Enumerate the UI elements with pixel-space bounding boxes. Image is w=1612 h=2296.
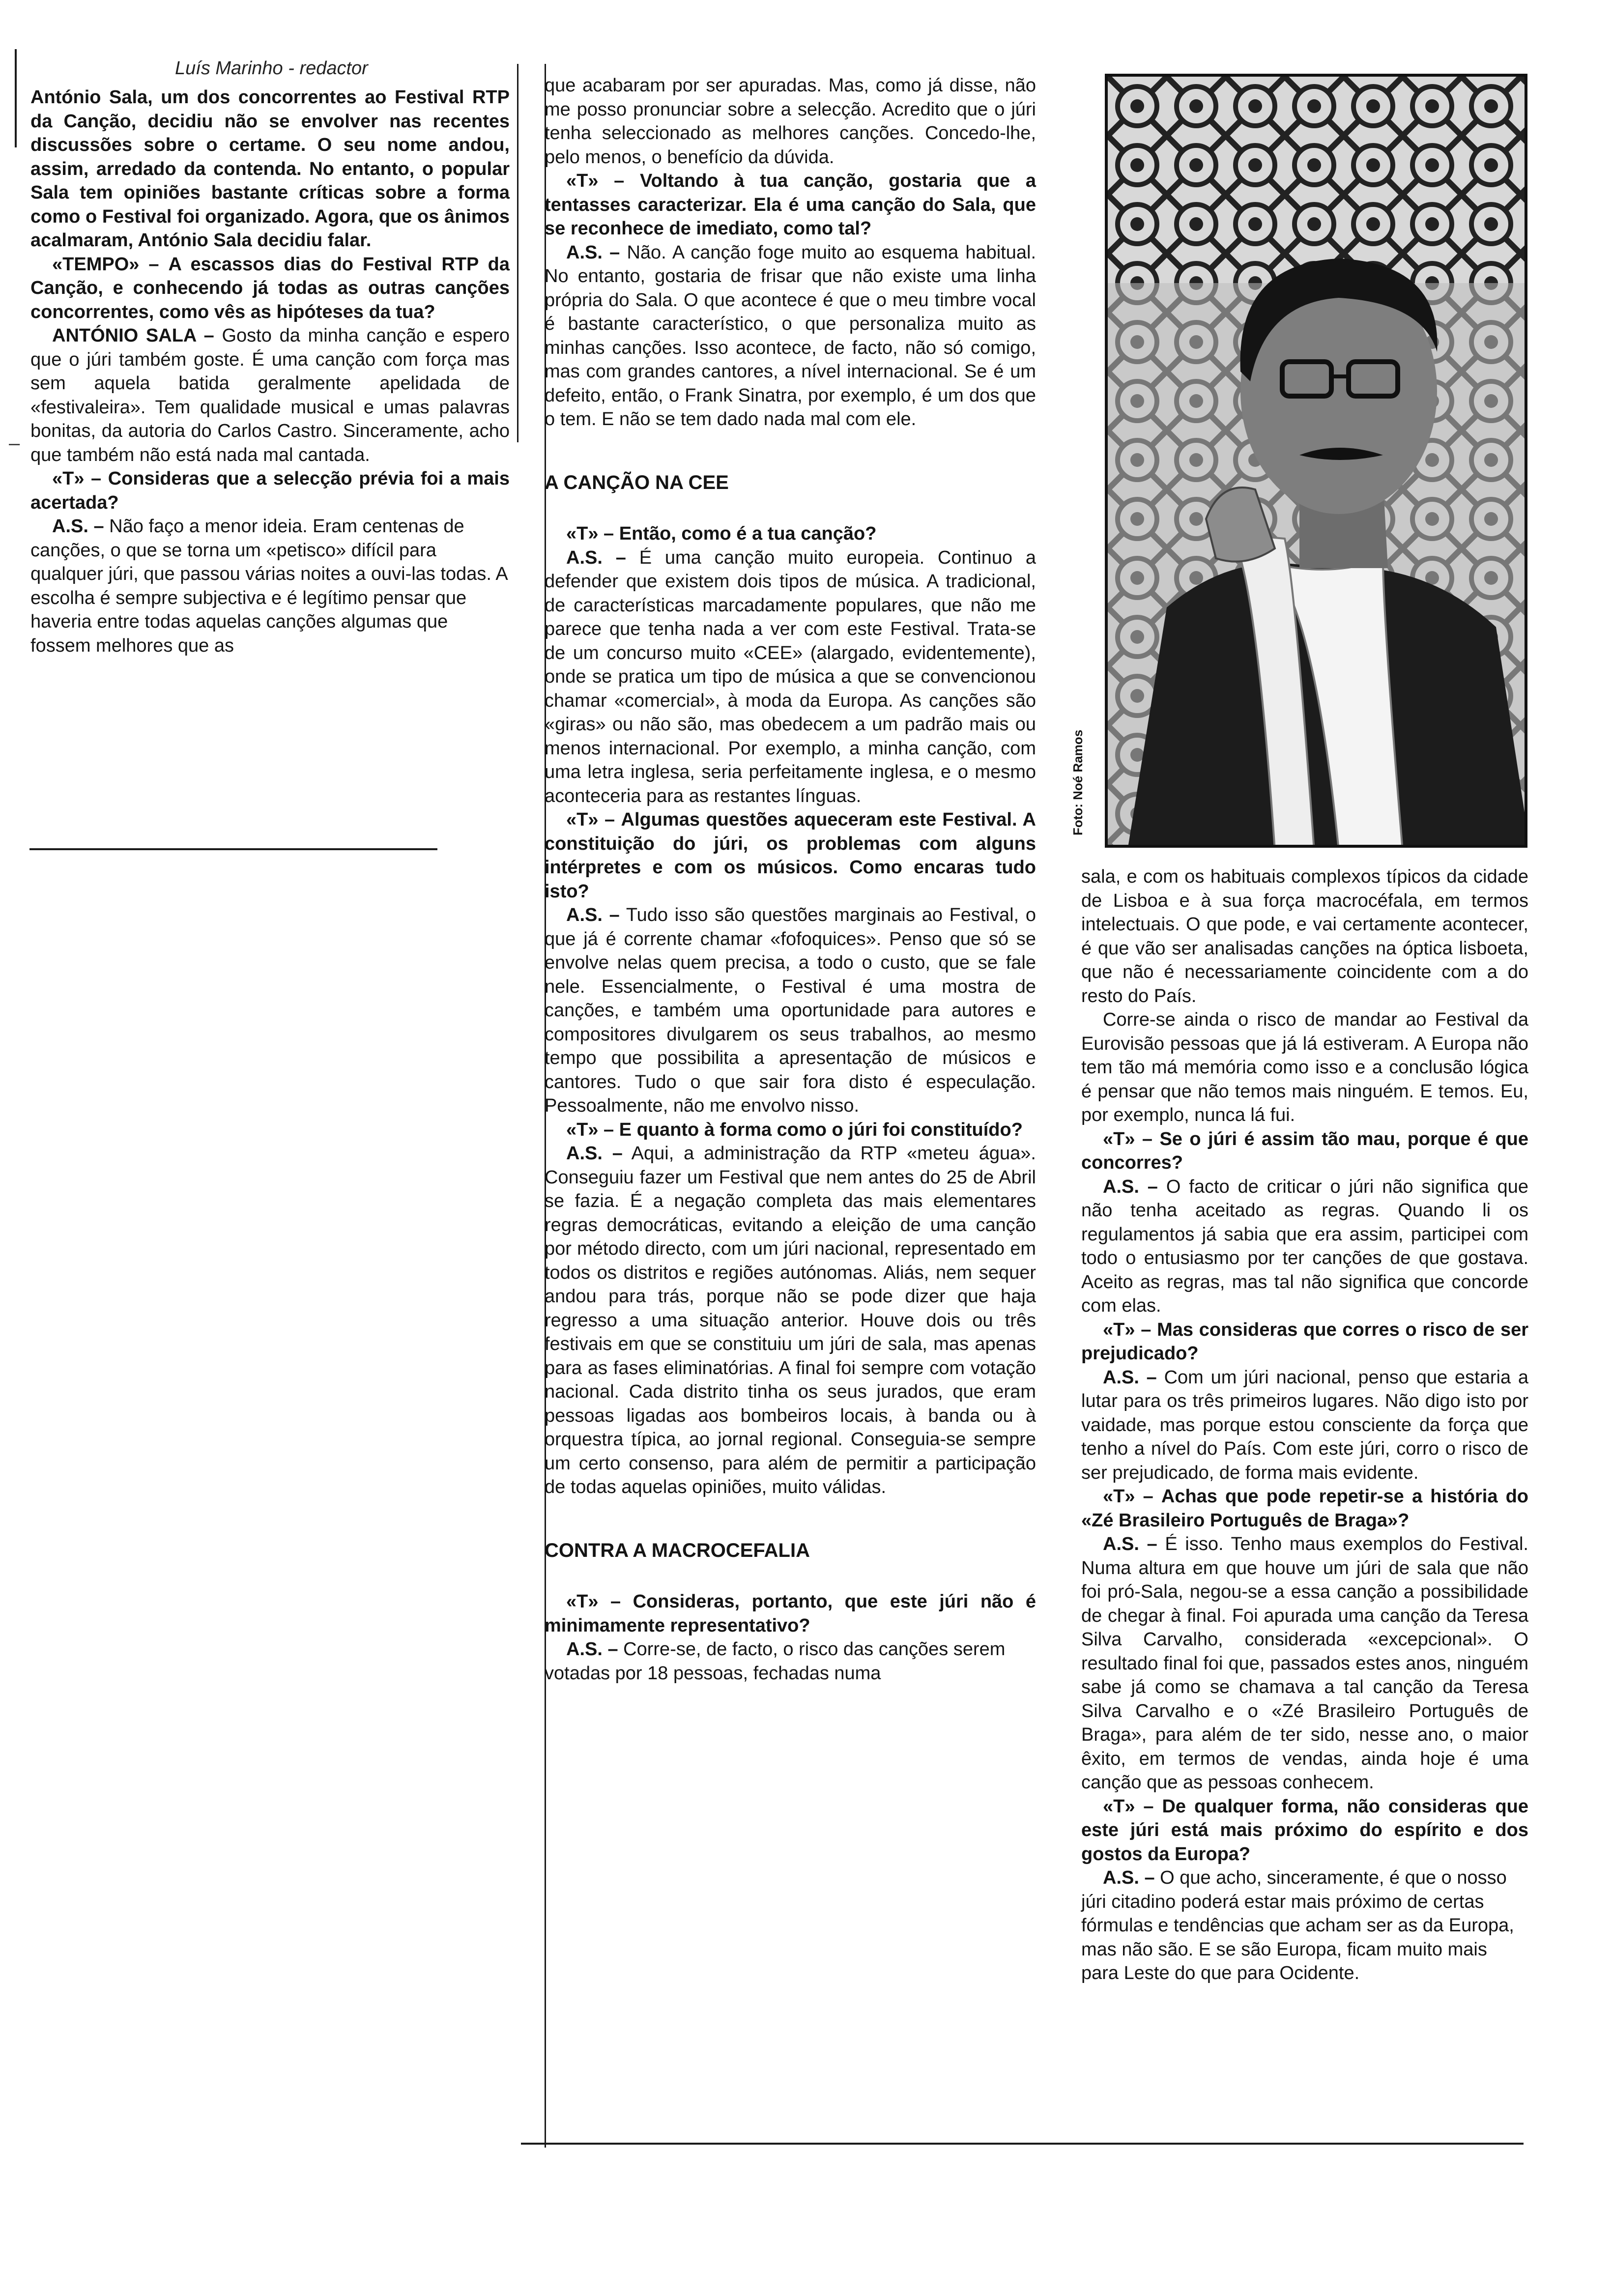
answer-6: Aqui, a administração da RTP «meteu água». Conseguiu fazer um Festival que nem antes do 25 de Abril se fazia. É a negação completa das mais elementares regras democráticas, evitando a eleição de uma canção por método directo, com um júri nacional, representado em todos os distritos e regiões autónomas. Aliás, nem sequer andou para trás, porque não se pode dizer que haja regresso a uma situação anterior. Houve dois ou três festivais em que se constituiu um júri de sala, mas apenas para as fases eliminatórias. A final foi sempre com votação nacional. Cada distrito tinha os seus jurados, que eram pessoas ligadas aos bombeiros locais, à banda ou à orquestra típica, ao jornal regional. Conseguia-se sempre um certo consenso, para além de permitir a participação de todas aquelas opiniões, muito válidas. — [545, 1143, 1036, 1497]
column-3 — [1081, 865, 1528, 1985]
photo-credit: Foto: Noé Ramos — [1070, 729, 1085, 835]
answer-9: Com um júri nacional, penso que estaria a lutar para os três primeiros lugares. Não digo isto por vaidade, mas porque estou consciente da força que tenho a nível do País. Com este júri, corro o risco de ser prejudicado, de forma mais evidente. — [1081, 1367, 1528, 1483]
portrait-illustration — [1108, 77, 1527, 848]
column-2 — [545, 74, 1036, 1685]
answer-3: Não. A canção foge muito ao esquema habitual. No entanto, gostaria de frisar que não existe uma linha própria do Sala. O que acontece é que o meu timbre vocal é bastante característico, o que personaliza muito as minhas canções. Isso acontece, de facto, não só comigo, mas com grandes cantores, a nível internacional. Se é um defeito, então, o Frank Sinatra, por exemplo, é um dos que o tem. E não se tem dado nada mal com ele. — [545, 242, 1036, 430]
answer-5-speaker: A.S. – — [566, 905, 620, 925]
answer-2-continued: que acabaram por ser apuradas. Mas, como já disse, não me posso pronunciar sobre a selecção. Acredito que o júri tenha seleccionado as melhores canções. Concedo-lhe, pelo menos, o benefício da dúvida. — [545, 75, 1036, 168]
question-4: Então, como é a tua canção? — [619, 523, 877, 544]
question-6-speaker: «T» – — [566, 1119, 614, 1140]
question-5: Algumas questões aqueceram este Festival. A constituição do júri, os problemas com alguns intérpretes e com os músicos. Como encaras tudo isto? — [545, 809, 1036, 902]
question-6: E quanto à forma como o júri foi constituído? — [619, 1119, 1023, 1140]
section-heading-cee: A CANÇÃO NA CEE — [545, 471, 729, 493]
answer-11-speaker: A.S. – — [1103, 1867, 1155, 1888]
answer-8-speaker: A.S. – — [1103, 1176, 1158, 1197]
question-2: Consideras que a selecção prévia foi a mais acertada? — [30, 468, 510, 513]
question-11-speaker: «T» – — [1103, 1796, 1154, 1817]
answer-4-speaker: A.S. – — [566, 547, 626, 568]
answer-1: Gosto da minha canção e espero que o júri também goste. É uma canção com força mas sem aquela batida geralmente apelidada de «festivaleira». Tem qualidade musical e umas palavras bonitas, da autoria do Carlos Castro. Sinceramente, acho que também não está nada mal cantada. — [30, 325, 510, 465]
answer-7-speaker: A.S. – — [566, 1639, 618, 1660]
question-3: Voltando à tua canção, gostaria que a tentasses caracterizar. Ela é uma canção do Sala, que se reconhece de imediato, como tal? — [545, 171, 1036, 239]
col2-bottom-rule — [521, 2143, 1524, 2145]
question-9-speaker: «T» – — [1103, 1319, 1151, 1340]
answer-2: Não faço a menor ideia. Eram centenas de canções, o que se torna um «petisco» difícil para qualquer júri, que passou várias noites a ouvi-las todas. A escolha é sempre subjectiva e é legítimo pensar que haveria entre todas aquelas canções algumas que fossem melhores que as — [30, 516, 507, 656]
answer-6-speaker: A.S. – — [566, 1143, 623, 1164]
section-heading-macrocefalia: CONTRA A MACROCEFALIA — [545, 1539, 810, 1561]
question-8: Se o júri é assim tão mau, porque é que concorres? — [1081, 1128, 1529, 1173]
question-7: Consideras, portanto, que este júri não é minimamente representativo? — [545, 1591, 1036, 1636]
left-margin-rule — [15, 49, 17, 147]
question-10-speaker: «T» – — [1103, 1486, 1153, 1507]
byline: Luís Marinho - redactor — [175, 58, 368, 79]
question-10: Achas que pode repetir-se a história do «Zé Brasileiro Português de Braga»? — [1081, 1486, 1528, 1531]
answer-7-continued: sala, e com os habituais complexos típicos da cidade de Lisboa e à sua força macrocéfala, em termos intelectuais. O que pode, e vai certamente acontecer, é que vão ser analisadas canções na óptica lisboeta, que não é necessariamente coincidente com a do resto do País. — [1081, 866, 1528, 1006]
question-2-speaker: «T» – — [52, 468, 102, 489]
answer-2-speaker: A.S. – — [52, 516, 104, 537]
question-5-speaker: «T» – — [566, 809, 615, 830]
question-9: Mas consideras que corres o risco de ser prejudicado? — [1081, 1319, 1529, 1364]
answer-4: É uma canção muito europeia. Continuo a defender que existem dois tipos de música. A tradicional, de características marcadamente populares, que não me parece que tenha nada a ver com este Festival. Trata-se de um concurso muito «CEE» (alargado, evidentemente), onde se pratica um tipo de música a que se convencionou chamar «comercial», à moda da Europa. As canções são «giras» ou não são, mas obedecem a um padrão mais ou menos internacional. Por exemplo, a minha canção, com uma letra inglesa, seria perfeitamente inglesa, e o mesmo aconteceria para as restantes línguas. — [545, 547, 1036, 806]
answer-3-speaker: A.S. – — [566, 242, 620, 263]
answer-11: O que acho, sinceramente, é que o nosso júri citadino poderá estar mais próximo de certas fórmulas e tendências que acham ser as da Europa, mas não são. E se são Europa, ficam muito mais para Leste do que para Ocidente. — [1081, 1867, 1514, 1983]
answer-9-speaker: A.S. – — [1103, 1367, 1157, 1388]
col1-divider — [517, 64, 518, 442]
column-1 — [30, 86, 510, 658]
question-8-speaker: «T» – — [1103, 1128, 1153, 1149]
answer-8: O facto de criticar o júri não significa que não tenha aceitado as regras. Quando li os regulamentos já sabia que era assim, participei com todo o entusiasmo por ter canções de que gostava. Aceito as regras, mas tal não significa que concorde com elas. — [1081, 1176, 1528, 1316]
question-3-speaker: «T» – — [566, 171, 625, 191]
answer-7-paragraph-2: Corre-se ainda o risco de mandar ao Festival da Eurovisão pessoas que já lá estiveram. A Europa não tem tão má memória como isso e a conclusão lógica é pensar que não temos mais ninguém. E temos. Eu, por exemplo, nunca lá fui. — [1081, 1009, 1528, 1125]
question-1: A escassos dias do Festival RTP da Canção, e conhecendo já todas as outras canções concorrentes, como vês as hipóteses da tua? — [30, 254, 510, 322]
answer-5: Tudo isso são questões marginais ao Festival, o que já é corrente chamar «fofoquices». Penso que só se envolve nelas quem precisa, a todo o custo, que se fale nele. Essencialmente, o Festival é uma mostra de canções, e também uma oportunidade para autores e compositores divulgarem os seus trabalhos, ao mesmo tempo que possibilita a apresentação de músicos e cantores. Tudo o que sair fora disto é especulação. Pessoalmente, não me envolvo nisso. — [545, 905, 1036, 1116]
answer-10: É isso. Tenho maus exemplos do Festival. Numa altura em que houve um júri de sala que não foi pró-Sala, negou-se a essa canção a possibilidade de chegar à final. Foi apurada uma canção da Teresa Silva Carvalho, considerada «excepcional». O resultado final foi que, passados estes anos, ninguém sabe já como se chamava a tal canção da Teresa Silva Carvalho e o «Zé Brasileiro Português de Braga», para além de ter sido, nesse ano, o maior êxito, em termos de vendas, ainda hoje é uma canção que as pessoas conhecem. — [1081, 1534, 1528, 1793]
answer-7: Corre-se, de facto, o risco das canções serem votadas por 18 pessoas, fechadas numa — [545, 1639, 1006, 1684]
col1-bottom-rule — [29, 848, 437, 850]
question-4-speaker: «T» – — [566, 523, 614, 544]
article-lead: António Sala, um dos concorrentes ao Festival RTP da Canção, decidiu não se envolver nas recentes discussões sobre o certame. O seu nome andou, assim, arredado da contenda. No entanto, o popular Sala tem opiniões bastante críticas sobre a forma como o Festival foi organizado. Agora, que os ânimos acalmaram, António Sala decidiu falar. — [30, 87, 510, 251]
answer-1-speaker: ANTÓNIO SALA – — [52, 325, 214, 346]
answer-10-speaker: A.S. – — [1103, 1534, 1157, 1554]
interview-photo — [1105, 74, 1527, 848]
margin-dash: – — [9, 432, 20, 454]
question-1-speaker: «TEMPO» – — [52, 254, 159, 275]
question-11: De qualquer forma, não consideras que este júri está mais próximo do espírito e dos gostos da Europa? — [1081, 1796, 1529, 1865]
question-7-speaker: «T» – — [566, 1591, 621, 1612]
